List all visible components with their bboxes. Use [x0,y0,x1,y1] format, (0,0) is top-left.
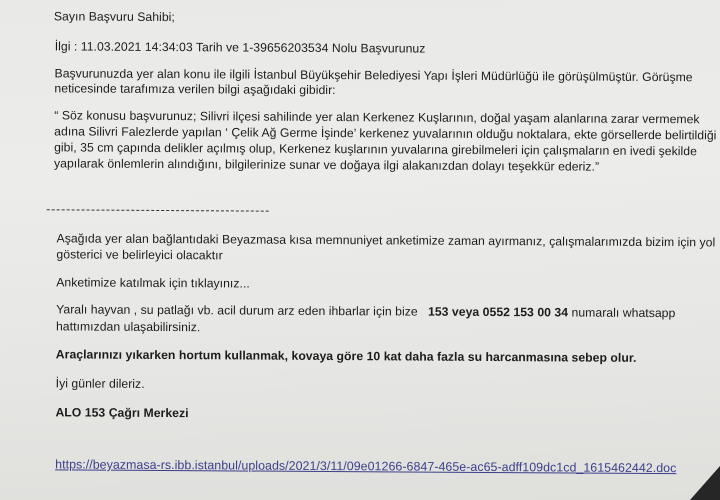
emergency-line-2: hattımızdan ulaşabilirsiniz. [55,319,201,335]
quote-line-1: “ Söz konusu başvurunuz; Silivri ilçesi sahilinde yer alan Kerkenez Kuşlarının, doğal yaşam alanlarına zarar vermemek [54,108,700,127]
quote-line-2: adına Silivri Falezlerde yapılan ‘ Çelik Ağ Germe İşinde’ kerkenez yuvalarının olduğu noktalara, ekte görsellerde belirtildiği [54,124,717,143]
signature: ALO 153 Çağrı Merkezi [55,405,189,421]
water-saving-tip: Araçlarınızı yıkarken hortum kullanmak, kovaya göre 10 kat daha fazla su harcanmasına sebep olur. [55,347,637,365]
intro-line-1: Başvurunuzda yer alan konu ile ilgili İstanbul Büyükşehir Belediyesi Yapı İşleri Müdürlüğü ile görüşülmüştür. Görüşme [54,66,693,85]
whatsapp-number: 0552 153 00 34 [482,304,569,320]
attachment-link[interactable]: https://beyazmasa-rs.ibb.istanbul/uploads/2021/3/11/09e01266-6847-465e-ac65-adff109dc1cd_1615462442.doc [55,457,677,476]
survey-link-text[interactable]: Anketimize katılmak için tıklayınız... [56,275,250,291]
emergency-text-after: numaralı whatsapp [571,305,676,321]
dashed-divider [47,209,269,211]
emergency-text-or: veya [451,304,480,319]
emergency-line-1 [56,302,675,321]
survey-line-1: Aşağıda yer alan bağlantıdaki Beyazmasa kısa memnuniyet anketimize zaman ayırmanız, çalışmalarımızda bizim için yol [56,231,716,250]
intro-line-2: neticesinde tarafımıza verilen bilgi aşağıdaki gibidir: [54,81,336,98]
closing: İyi günler dileriz. [55,376,145,391]
quote-line-3: gibi, 35 cm çapında delikler açılmış olup, Kerkenez kuşlarının yuvalarına girebilmeleri için çalışmaların en ivedi şekilde [54,140,697,159]
phone-number-153: 153 [427,304,449,319]
emergency-text-before: Yaralı hayvan , su patlağı vb. acil durum arz eden ihbarlar için bize [56,302,418,319]
reference-line: İlgi : 11.03.2021 14:34:03 Tarih ve 1-39656203534 Nolu Başvurunuz [54,39,426,56]
quote-line-4: yapılarak önlemlerin alındığını, bilgilerinize sunar ve doğaya ilgi alakanızdan dolayı teşekkür ederiz.” [53,156,600,174]
survey-line-2: gösterici ve belirleyici olacaktır [56,247,223,263]
salutation: Sayın Başvuru Sahibi; [53,9,175,25]
